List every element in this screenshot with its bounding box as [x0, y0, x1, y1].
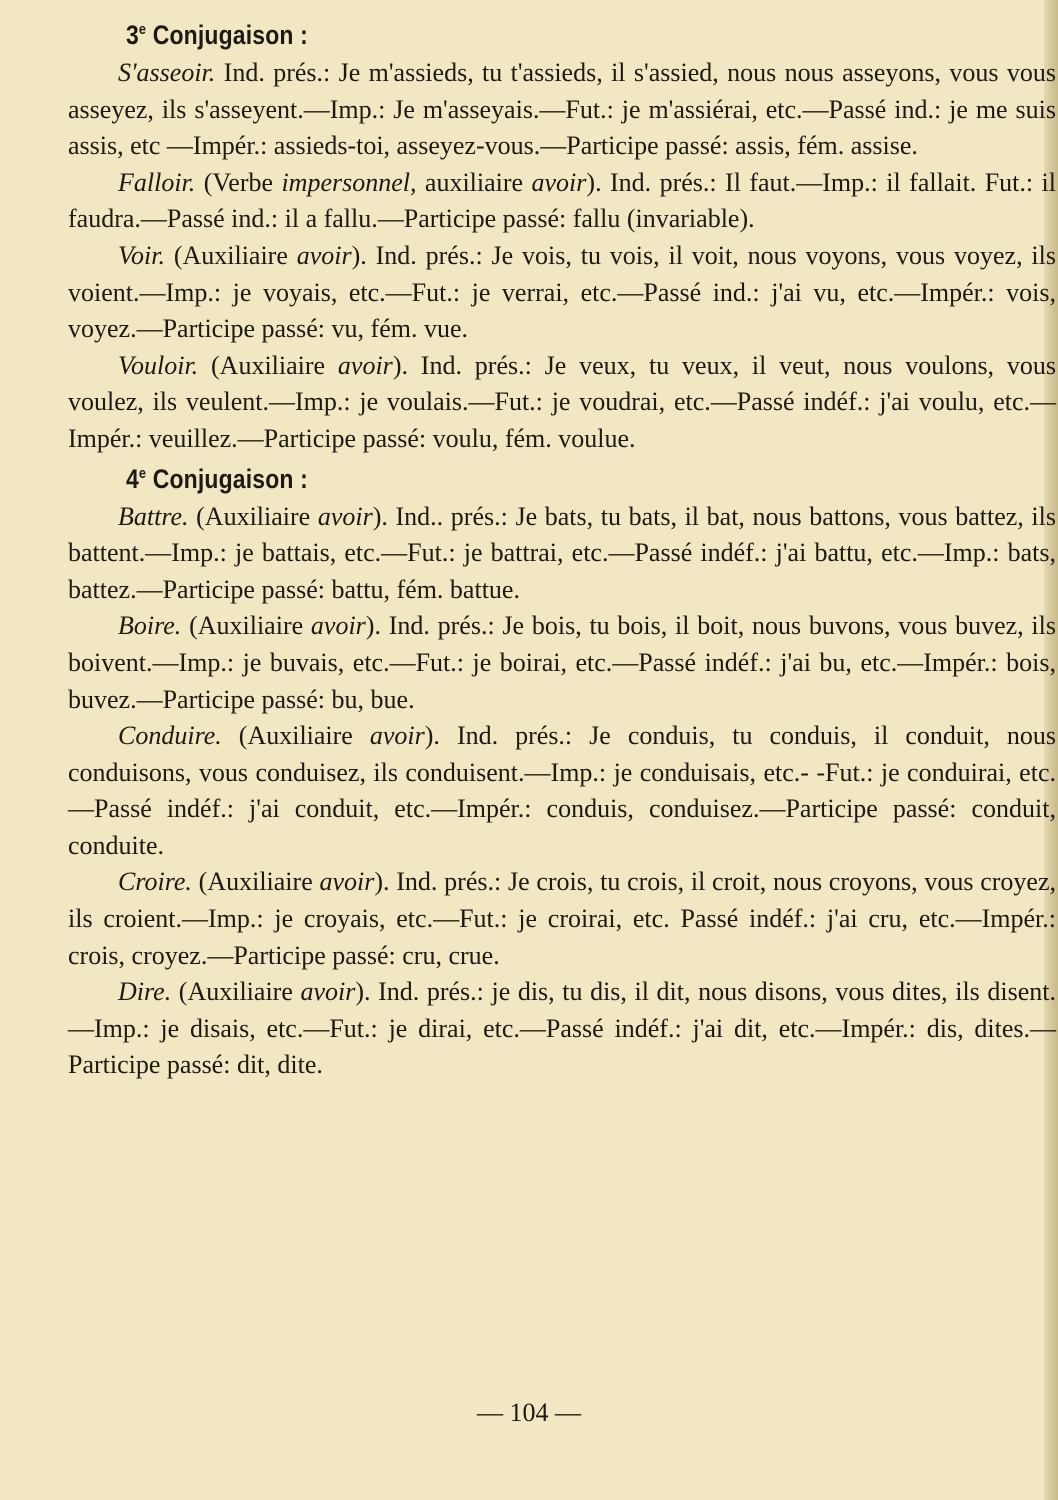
section-heading-3: 3e Conjugaison : — [126, 20, 308, 50]
entry-vouloir: Vouloir. (Auxiliaire avoir). Ind. prés.: Je veux, tu veux, il veut, nous voulons, vous voulez, ils veulent.—Imp.: je voulais.—Fut.: je voudrai, etc.—Passé indéf.: j'ai voulu, etc.—Impér.: veuillez.—Participe passé: voulu, fém. voulue. — [68, 350, 1057, 453]
entry-boire: Boire. (Auxiliaire avoir). Ind. prés.: Je bois, tu bois, il boit, nous buvons, vous buvez, ils boivent.—Imp.: je buvais, etc.—Fut.: je boirai, etc.—Passé indéf.: j'ai bu, etc.—Impér.: bois, buvez.—Participe passé: bu, bue. — [68, 611, 1056, 714]
section-heading-4: 4e Conjugaison : — [126, 463, 308, 494]
entry-croire: Croire. (Auxiliaire avoir). Ind. prés.: Je crois, tu crois, il croit, nous croyons, vous croyez, ils croient.—Imp.: je croyais, etc.—Fut.: je croirai, etc. Passé indéf.: j'ai cru, etc.—Impér.: crois, croyez.—Participe passé: cru, crue. — [68, 867, 1056, 970]
entry-battre: Battre. (Auxiliaire avoir). Ind.. prés.: Je bats, tu bats, il bat, nous battons, vous battez, ils battent.—Imp.: je battais, etc.—Fut.: je battrai, etc.—Passé indéf.: j'ai battu, etc.—Imp.: bats, battez.—Participe passé: battu, fém. battue. — [68, 501, 1056, 604]
page-body — [68, 14, 1056, 1084]
entry-sasseoir: S'asseoir. Ind. prés.: Je m'assieds, tu t'assieds, il s'assied, nous nous asseyons, vous vous asseyez, ils s'asseyent.—Imp.: Je m'asseyais.—Fut.: je m'assiérai, etc.—Passé ind.: je me suis assis, etc —Impér.: assieds-toi, asseyez-vous.—Participe passé: assis, fém. assise. — [68, 58, 1056, 161]
page-number: — 104 — — [477, 1398, 581, 1427]
entry-voir: Voir. (Auxiliaire avoir). Ind. prés.: Je vois, tu vois, il voit, nous voyons, vous voyez, ils voient.—Imp.: je voyais, etc.—Fut.: je verrai, etc.—Passé ind.: j'ai vu, etc.—Impér.: vois, voyez.—Participe passé: vu, fém. vue. — [68, 240, 1056, 344]
entry-falloir: Falloir. (Verbe impersonnel, auxiliaire avoir). Ind. prés.: Il faut.—Imp.: il fallait. Fut.: il faudra.—Passé ind.: il a fallu.—Participe passé: fallu (invariable). — [68, 167, 1056, 234]
entry-dire: Dire. (Auxiliaire avoir). Ind. prés.: je dis, tu dis, il dit, nous disons, vous dites, ils disent.—Imp.: je disais, etc.—Fut.: je dirai, etc.—Passé indéf.: j'ai dit, etc.—Impér.: dis, dites.—Participe passé: dit, dite. — [68, 977, 1056, 1080]
entry-conduire: Conduire. (Auxiliaire avoir). Ind. prés.: Je conduis, tu conduis, il conduit, nous conduisons, vous conduisez, ils conduisent.—Imp.: je conduisais, etc.- -Fut.: je conduirai, etc.—Passé indéf.: j'ai conduit, etc.—Impér.: conduis, conduisez.—Participe passé: conduit, conduite. — [68, 721, 1056, 860]
